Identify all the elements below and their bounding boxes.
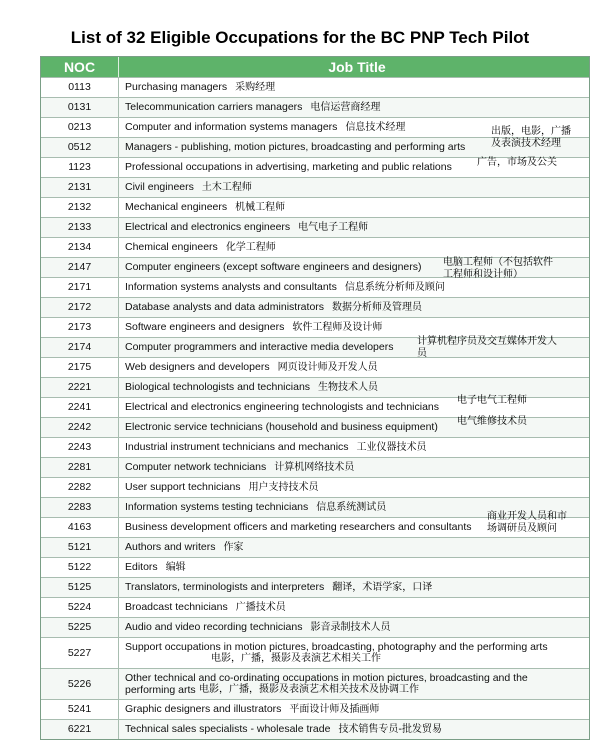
job-title-en: Chemical engineers: [125, 241, 218, 253]
job-title-en: Civil engineers: [125, 181, 194, 193]
job-title-cn: 工业仪器技术员: [356, 442, 427, 453]
job-title-cn: 平面设计师及插画师: [289, 704, 380, 715]
table-row: [41, 477, 589, 497]
job-title-cn: 机械工程师: [235, 202, 286, 213]
job-title-cn: 编辑: [165, 562, 186, 573]
noc-code: 2173: [41, 318, 119, 337]
table-row: [41, 577, 589, 597]
job-title-cell: [119, 158, 589, 177]
job-title-cell: [119, 478, 589, 497]
noc-code: 0213: [41, 118, 119, 137]
job-title-en: Electrical and electronics engineering technologists and technicians: [125, 401, 440, 413]
job-title-en: Technical sales specialists - wholesale trade: [125, 723, 331, 735]
table-row: [41, 457, 589, 477]
noc-code: 2242: [41, 418, 119, 437]
job-title-cn: 作家: [223, 542, 244, 553]
job-title-cn: 电子电气工程师: [457, 395, 527, 406]
table-row: [41, 217, 589, 237]
table-row: [41, 597, 589, 617]
noc-code: 5225: [41, 618, 119, 637]
job-title-cell: [119, 198, 589, 217]
table-row: [41, 197, 589, 217]
job-title-en: User support technicians: [125, 481, 241, 493]
job-title-cn: 电气电子工程师: [298, 222, 369, 233]
job-title-cn: 信息系统测试员: [316, 502, 387, 513]
occupations-table: [40, 56, 590, 740]
job-title-cn: 广告，市场及公关: [477, 157, 557, 168]
job-title-en: Electronic service technicians (household and business equipment): [125, 421, 438, 433]
job-title-cn: 用户支持技术员: [248, 482, 319, 493]
table-row: [41, 97, 589, 117]
job-title-en: Database analysts and data administrators: [125, 301, 325, 313]
table-row: [41, 719, 589, 739]
job-title-cn: 电影，广播，摄影及表演艺术相关技术及协调工作: [199, 684, 419, 695]
job-title-en: Authors and writers: [125, 541, 216, 553]
job-title-cell: [119, 278, 589, 297]
noc-code: 2243: [41, 438, 119, 457]
job-title-en: Audio and video recording technicians: [125, 621, 303, 633]
noc-code: 2221: [41, 378, 119, 397]
job-title-cn: 采购经理: [235, 82, 276, 93]
noc-code: 4163: [41, 518, 119, 537]
table-row: [41, 557, 589, 577]
job-title-cell: [119, 558, 589, 577]
job-title-en: Purchasing managers: [125, 81, 228, 93]
job-title-en: Editors: [125, 561, 158, 573]
job-title-cn: 信息技术经理: [345, 122, 406, 133]
job-title-cell: [119, 98, 589, 117]
job-title-en: Telecommunication carriers managers: [125, 101, 303, 113]
job-title-cn: 数据分析师及管理员: [332, 302, 423, 313]
page-title: List of 32 Eligible Occupations for the BC PNP Tech Pilot: [70, 28, 530, 47]
job-title-en: Support occupations in motion pictures, broadcasting, photography and the performing arts: [125, 641, 548, 653]
job-title-en: Computer engineers (except software engineers and designers): [125, 261, 422, 273]
table-row: [41, 437, 589, 457]
job-title-en: Mechanical engineers: [125, 201, 228, 213]
noc-code: 2174: [41, 338, 119, 357]
job-title-en: Other technical and co-ordinating occupations in motion pictures, broadcasting and the performing arts: [125, 672, 528, 696]
table-row: [41, 337, 589, 357]
job-title-cn: 翻译，术语学家，口译: [332, 582, 433, 593]
noc-code: 2147: [41, 258, 119, 277]
noc-code: 2281: [41, 458, 119, 477]
job-title-cell: [119, 578, 589, 597]
job-title-en: Information systems analysts and consultants: [125, 281, 337, 293]
table-row: [41, 277, 589, 297]
job-title-cn: 土木工程师: [201, 182, 252, 193]
table-row: [41, 257, 589, 280]
noc-code: 5226: [41, 669, 119, 699]
table-row: [41, 397, 589, 417]
job-title-cell: [119, 458, 589, 477]
job-title-en: Broadcast technicians: [125, 601, 228, 613]
job-title-cell: [119, 178, 589, 197]
job-title-cn: 影音录制技术人员: [310, 622, 391, 633]
job-title-en: Electrical and electronics engineers: [125, 221, 291, 233]
noc-code: 0113: [41, 78, 119, 97]
noc-code: 2131: [41, 178, 119, 197]
job-title-cell: [119, 598, 589, 617]
job-title-cn: 电气维修技术员: [457, 416, 527, 427]
table-row: [41, 668, 589, 699]
noc-code: 2175: [41, 358, 119, 377]
job-title-cell: [119, 511, 589, 537]
job-title-cn: 商业开发人员和市场调研员及顾问: [487, 511, 567, 534]
table-row: [41, 377, 589, 397]
job-title-en: Information systems testing technicians: [125, 501, 309, 513]
noc-code: 2132: [41, 198, 119, 217]
job-title-cn: 电影，广播，摄影及表演艺术相关工作: [211, 653, 381, 664]
job-title-en: Industrial instrument technicians and mechanics: [125, 441, 349, 453]
header-job-title: Job Title: [328, 59, 386, 75]
job-title-cn: 软件工程师及设计师: [292, 322, 383, 333]
noc-code: 5121: [41, 538, 119, 557]
job-title-cell: [119, 78, 589, 97]
job-title-cell: [119, 318, 589, 337]
table-row: [41, 297, 589, 317]
job-title-en: Computer network technicians: [125, 461, 267, 473]
job-title-cell: [119, 395, 589, 417]
job-title-cell: [119, 257, 589, 280]
job-title-en: Biological technologists and technicians: [125, 381, 311, 393]
job-title-cell: [119, 538, 589, 557]
table-row: [41, 511, 589, 537]
table-row: [41, 177, 589, 197]
job-title-cell: [119, 720, 589, 739]
job-title-cell: [119, 618, 589, 637]
table-row: [41, 417, 589, 437]
noc-code: 6221: [41, 720, 119, 739]
job-title-cn: 生物技术人员: [318, 382, 379, 393]
job-title-en: Professional occupations in advertising, marketing and public relations: [125, 161, 452, 173]
job-title-cell: [119, 700, 589, 719]
job-title-cell: [119, 438, 589, 457]
table-row: [41, 237, 589, 257]
table-row: [41, 537, 589, 557]
table-header: [41, 57, 589, 77]
noc-code: 5122: [41, 558, 119, 577]
job-title-cell: [119, 358, 589, 377]
noc-code: 1123: [41, 158, 119, 177]
table-row: [41, 317, 589, 337]
job-title-cell: [119, 418, 589, 437]
header-noc: NOC: [41, 57, 119, 77]
noc-code: 5224: [41, 598, 119, 617]
noc-code: 5125: [41, 578, 119, 597]
table-row: [41, 699, 589, 719]
job-title-cn: 网页设计师及开发人员: [277, 362, 378, 373]
job-title-cell: [119, 638, 589, 668]
noc-code: 2282: [41, 478, 119, 497]
job-title-cn: 广播技术员: [235, 602, 286, 613]
job-title-en: Web designers and developers: [125, 361, 270, 373]
table-row: [41, 617, 589, 637]
table-row: [41, 157, 589, 177]
job-title-cn: 出版，电影，广播及表演技术经理: [491, 126, 571, 149]
job-title-cn: 化学工程师: [225, 242, 276, 253]
job-title-en: Business development officers and marketing researchers and consultants: [125, 521, 472, 533]
job-title-en: Translators, terminologists and interpreters: [125, 581, 325, 593]
job-title-en: Computer and information systems managers: [125, 121, 338, 133]
job-title-cn: 电信运营商经理: [310, 102, 381, 113]
noc-code: 2134: [41, 238, 119, 257]
table-row: [41, 357, 589, 377]
job-title-cn: 技术销售专员-批发贸易: [338, 724, 443, 735]
job-title-cn: 电脑工程师（不包括软件工程师和设计师）: [443, 257, 553, 280]
noc-code: 2133: [41, 218, 119, 237]
table-row: [41, 637, 589, 668]
noc-code: 0131: [41, 98, 119, 117]
job-title-en: Managers - publishing, motion pictures, broadcasting and performing arts: [125, 141, 466, 153]
job-title-en: Graphic designers and illustrators: [125, 703, 282, 715]
job-title-cell: [119, 338, 589, 357]
table-row: [41, 77, 589, 97]
noc-code: 0512: [41, 138, 119, 157]
job-title-cell: [119, 669, 589, 699]
noc-code: 5241: [41, 700, 119, 719]
job-title-cell: [119, 238, 589, 257]
job-title-cell: [119, 218, 589, 237]
noc-code: 2283: [41, 498, 119, 517]
noc-code: 2241: [41, 398, 119, 417]
job-title-cn: 计算机程序员及交互媒体开发人员: [417, 336, 557, 359]
job-title-cn: 信息系统分析师及顾问: [344, 282, 445, 293]
job-title-cell: [119, 298, 589, 317]
noc-code: 5227: [41, 638, 119, 668]
noc-code: 2172: [41, 298, 119, 317]
job-title-en: Software engineers and designers: [125, 321, 285, 333]
noc-code: 2171: [41, 278, 119, 297]
job-title-cn: 计算机网络技术员: [274, 462, 355, 473]
job-title-en: Computer programmers and interactive media developers: [125, 341, 394, 353]
